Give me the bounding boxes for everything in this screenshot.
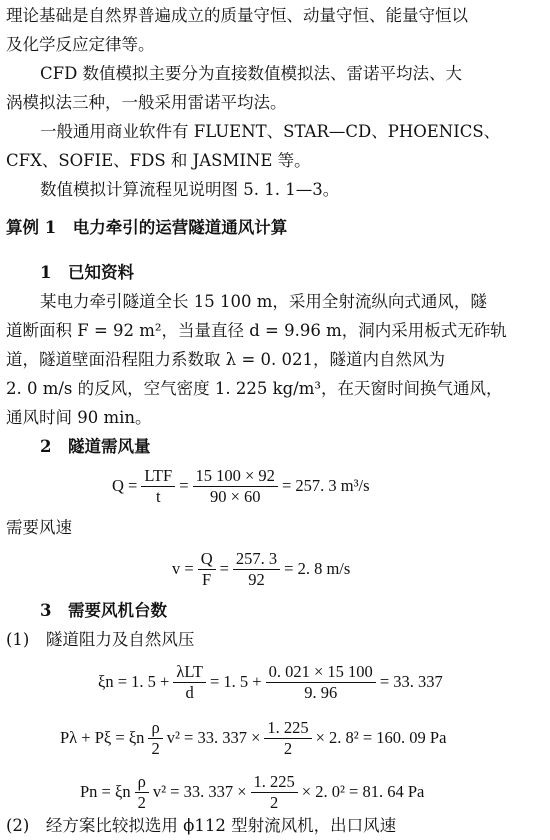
text-line: 数值模拟计算流程见说明图 5. 1. 1—3。 xyxy=(40,180,340,199)
eq-numerator: LTF xyxy=(141,466,175,487)
section-heading: 2 隧道需风量 xyxy=(40,437,151,456)
eq-equals: = xyxy=(179,476,189,495)
eq-rhs: = 2. 8 m/s xyxy=(284,559,351,578)
eq-fraction xyxy=(198,549,216,590)
section-heading: 1 已知资料 xyxy=(40,263,134,282)
section-heading: 3 需要风机台数 xyxy=(40,601,167,620)
eq-denominator: 9. 96 xyxy=(304,682,338,702)
eq-numerator: Q xyxy=(198,549,216,570)
text-line: 某电力牵引隧道全长 15 100 m，采用全射流纵向式通风，隧 xyxy=(40,292,487,311)
eq-numerator: λLT xyxy=(173,662,206,683)
eq-fraction xyxy=(264,718,311,759)
eq-lhs: v = xyxy=(172,559,194,578)
text-line: CFD 数值模拟主要分为直接数值模拟法、雷诺平均法、大 xyxy=(40,64,463,83)
eq-middle: v² = 33. 337 × xyxy=(166,728,261,747)
eq-denominator: 2 xyxy=(151,738,160,758)
equation-tunnel-resistance xyxy=(60,714,446,762)
text-line: CFX、SOFIE、FDS 和 JASMINE 等。 xyxy=(6,151,311,170)
eq-middle: v² = 33. 337 × xyxy=(152,782,247,801)
equation-natural-wind-pressure xyxy=(80,768,424,816)
eq-equals: = xyxy=(219,559,229,578)
example-title: 算例 1 电力牵引的运营隧道通风计算 xyxy=(6,218,288,237)
text-line: 涡模拟法三种，一般采用雷诺平均法。 xyxy=(6,93,287,112)
eq-fraction xyxy=(135,772,149,813)
eq-denominator: 90 × 60 xyxy=(209,486,261,506)
text-line: 道断面积 F = 92 m²，当量直径 d = 9.96 m，洞内采用板式无砟轨 xyxy=(6,321,507,340)
text-line: 需要风速 xyxy=(6,518,72,537)
text-line: 一般通用商业软件有 FLUENT、STAR—CD、PHOENICS、 xyxy=(40,122,501,141)
eq-denominator: 92 xyxy=(248,569,265,589)
eq-numerator: 257. 3 xyxy=(233,549,280,570)
eq-fraction xyxy=(251,772,298,813)
eq-fraction xyxy=(193,466,278,507)
text-line: 及化学反应定律等。 xyxy=(6,35,155,54)
eq-denominator: d xyxy=(185,682,194,702)
eq-numerator: 0. 021 × 15 100 xyxy=(266,662,376,683)
eq-denominator: F xyxy=(202,569,212,589)
eq-numerator: ρ xyxy=(148,718,162,739)
text-line: 理论基础是自然界普遍成立的质量守恒、动量守恒、能量守恒以 xyxy=(6,6,468,25)
eq-fraction xyxy=(233,549,280,590)
subsection-heading: (1) 隧道阻力及自然风压 xyxy=(6,630,195,649)
equation-wind-speed xyxy=(172,545,350,593)
eq-lhs: ξn = 1. 5 + xyxy=(98,672,170,691)
eq-fraction xyxy=(148,718,162,759)
eq-lhs: Q = xyxy=(112,476,138,495)
eq-denominator: t xyxy=(155,486,161,506)
eq-middle: = 1. 5 + xyxy=(210,672,262,691)
text-line: 道，隧道壁面沿程阻力系数取 λ = 0. 021，隧道内自然风为 xyxy=(6,350,445,369)
equation-resistance-coefficient xyxy=(98,658,443,706)
eq-numerator: 15 100 × 92 xyxy=(193,466,278,487)
eq-fraction xyxy=(141,466,175,507)
eq-rhs: = 257. 3 m³/s xyxy=(281,476,370,495)
eq-denominator: 2 xyxy=(270,792,279,812)
eq-denominator: 2 xyxy=(283,738,293,758)
eq-rhs: × 2. 8² = 160. 09 Pa xyxy=(315,728,447,747)
subsection-heading: (2) 经方案比较拟选用 ϕ112 型射流风机，出口风速 xyxy=(6,816,397,835)
eq-numerator: 1. 225 xyxy=(251,772,298,793)
eq-fraction xyxy=(173,662,206,703)
eq-fraction xyxy=(266,662,376,703)
eq-rhs: = 33. 337 xyxy=(379,672,443,691)
text-line: 通风时间 90 min。 xyxy=(6,408,152,427)
eq-lhs: Pn = ξn xyxy=(80,782,131,801)
eq-denominator: 2 xyxy=(137,792,146,812)
eq-numerator: 1. 225 xyxy=(264,718,311,739)
eq-numerator: ρ xyxy=(135,772,149,793)
eq-rhs: × 2. 0² = 81. 64 Pa xyxy=(301,782,425,801)
equation-airflow xyxy=(112,462,370,510)
text-line: 2. 0 m/s 的反风，空气密度 1. 225 kg/m³，在天窗时间换气通风， xyxy=(6,379,503,398)
eq-lhs: Pλ + Pξ = ξn xyxy=(60,728,145,747)
